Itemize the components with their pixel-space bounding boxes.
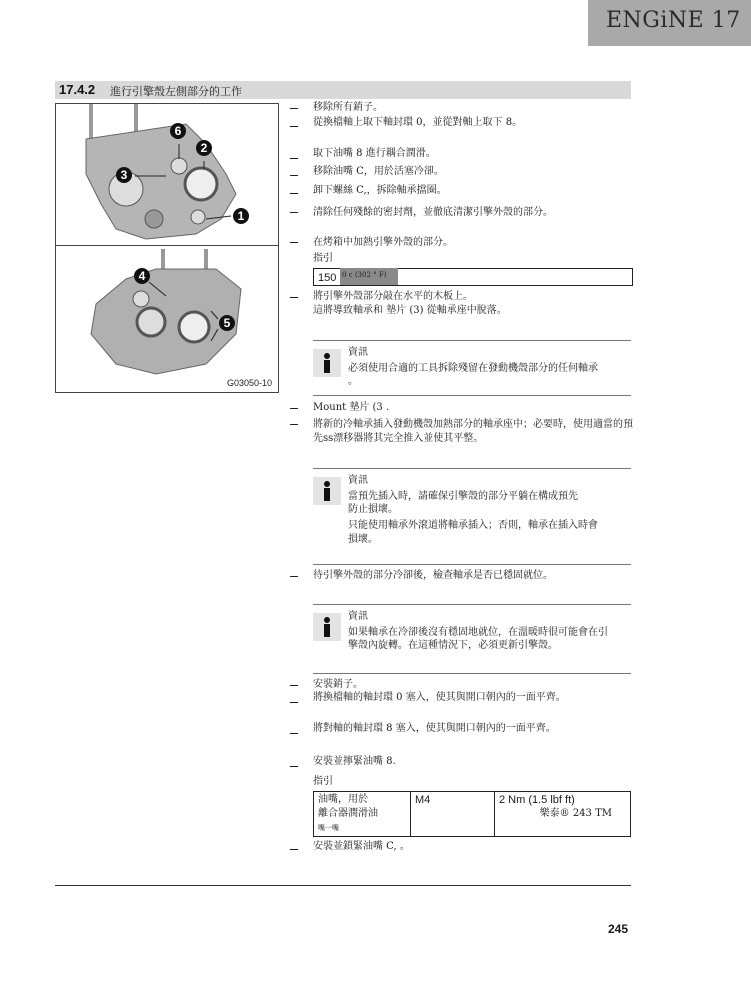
part-name-line: 離合器潤滑油: [318, 808, 378, 819]
step-text: 移除所有銷子。: [313, 102, 383, 113]
engine-case-figure: [55, 103, 279, 393]
callout-3: 3: [116, 167, 132, 183]
info-icon: [313, 613, 341, 641]
step-text: 在烤箱中加熱引擎外殼的部分。: [313, 237, 453, 248]
part-name-line: 油嘴，用於: [318, 794, 368, 805]
callout-5: 5: [219, 315, 235, 331]
dash-bullet: [290, 685, 298, 686]
dash-bullet: [290, 766, 298, 767]
dash-bullet: [290, 733, 298, 734]
info-box: [313, 468, 631, 565]
threadlocker: 樂泰® 243 TM: [539, 808, 612, 819]
info-box: [313, 340, 631, 396]
step-note: 這將導致軸承和 墊片 (3) 從軸承座中脫落。: [313, 305, 507, 316]
engine-case-illustration: [56, 104, 278, 392]
info-text: 。: [348, 376, 358, 387]
part-name-line: 嘴一嘴: [318, 824, 339, 832]
figure-divider: [56, 245, 278, 246]
dash-bullet: [290, 126, 298, 127]
dash-bullet: [290, 193, 298, 194]
step-text: 將新的冷軸承插入發動機殼加熱部分的軸承座中；必要時，使用適當的預先ss漂移器將其完全推入並使其平整。: [313, 419, 633, 444]
info-text: 如果軸承在冷卻後沒有穩固地就位，在溫暖時很可能會在引: [348, 627, 608, 638]
step-text: 安裝銷子。: [313, 679, 363, 690]
section-header: [55, 81, 631, 99]
info-text: 只能使用軸承外滾道將軸承插入；否則，軸承在插入時會: [348, 520, 598, 531]
dash-bullet: [290, 158, 298, 159]
heating-temp-value: 150: [318, 272, 337, 284]
dash-bullet: [290, 108, 298, 109]
info-title: 資訊: [348, 475, 368, 486]
info-box: [313, 604, 631, 674]
dash-bullet: [290, 297, 298, 298]
guideline-label: 指引: [313, 253, 333, 264]
table-row: [314, 792, 631, 837]
dash-bullet: [290, 576, 298, 577]
part-cell: [314, 792, 411, 837]
info-text: 損壞。: [348, 534, 378, 545]
torque-spec-table: [313, 791, 631, 837]
footer-divider: [55, 885, 631, 886]
dash-bullet: [290, 702, 298, 703]
page-number: 245: [608, 922, 629, 936]
heating-spec-box: [313, 268, 633, 286]
section-number: 17.4.2: [59, 82, 96, 97]
thread-cell: M4: [411, 792, 495, 837]
heating-temp-unit: 0 c (302 ° F): [340, 268, 398, 285]
callout-4: 4: [134, 268, 150, 284]
info-text: 必須使用合適的工具拆除殘留在發動機殼部分的任何軸承: [348, 363, 598, 374]
info-icon: [313, 477, 341, 505]
step-text: 卸下螺絲 C,，拆除軸承擋圈。: [313, 185, 447, 196]
guideline-label: 指引: [313, 776, 333, 787]
torque-value: 2 Nm (1.5 lbf ft): [499, 794, 575, 806]
dash-bullet: [290, 175, 298, 176]
dash-bullet: [290, 849, 298, 850]
step-text: Mount 墊片 (3 .: [313, 402, 390, 413]
callout-2: 2: [196, 140, 212, 156]
step-text: 從換檔軸上取下軸封環 0，並從對軸上取下 8。: [313, 117, 523, 128]
dash-bullet: [290, 212, 298, 213]
info-text: 當預先插入時，請確保引擎殼的部分平躺在構成預先: [348, 491, 578, 502]
torque-cell: [495, 792, 631, 837]
step-text: 待引擎外殼的部分冷卻後，檢查軸承是否已穩固就位。: [313, 570, 553, 581]
section-title: 進行引擎殼左側部分的工作: [110, 85, 242, 98]
step-text: 將對軸的軸封環 8 塞入，使其與開口朝內的一面平齊。: [313, 723, 556, 734]
step-text: 將換檔軸的軸封環 0 塞入，使其與開口朝內的一面平齊。: [313, 692, 566, 703]
step-text: 清除任何殘餘的密封劑，並徹底清潔引擎外殼的部分。: [313, 207, 553, 218]
callout-1: 1: [233, 208, 249, 224]
step-text: 移除油嘴 C，用於活塞冷卻。: [313, 166, 444, 177]
step-text: 安裝並鎖緊油嘴 C, 。: [313, 841, 410, 852]
dash-bullet: [290, 408, 298, 409]
step-text: 將引擎外殼部分敲在水平的木板上。: [313, 291, 473, 302]
info-title: 資訊: [348, 611, 368, 622]
dash-bullet: [290, 242, 298, 243]
callout-6: 6: [170, 123, 186, 139]
dash-bullet: [290, 424, 298, 425]
info-text: 擎殼內旋轉。在這種情況下，必須更新引擎殼。: [348, 640, 558, 651]
info-text: 防止損壞。: [348, 504, 398, 515]
info-title: 資訊: [348, 347, 368, 358]
chapter-title: ENGiNE 17: [606, 8, 741, 33]
figure-code: G03050-10: [226, 378, 272, 388]
step-text: 取下油嘴 8 進行耦合潤滑。: [313, 148, 436, 159]
chapter-tab: [588, 0, 751, 46]
info-icon: [313, 349, 341, 377]
step-text: 安裝並擰緊油嘴 8.: [313, 756, 396, 767]
